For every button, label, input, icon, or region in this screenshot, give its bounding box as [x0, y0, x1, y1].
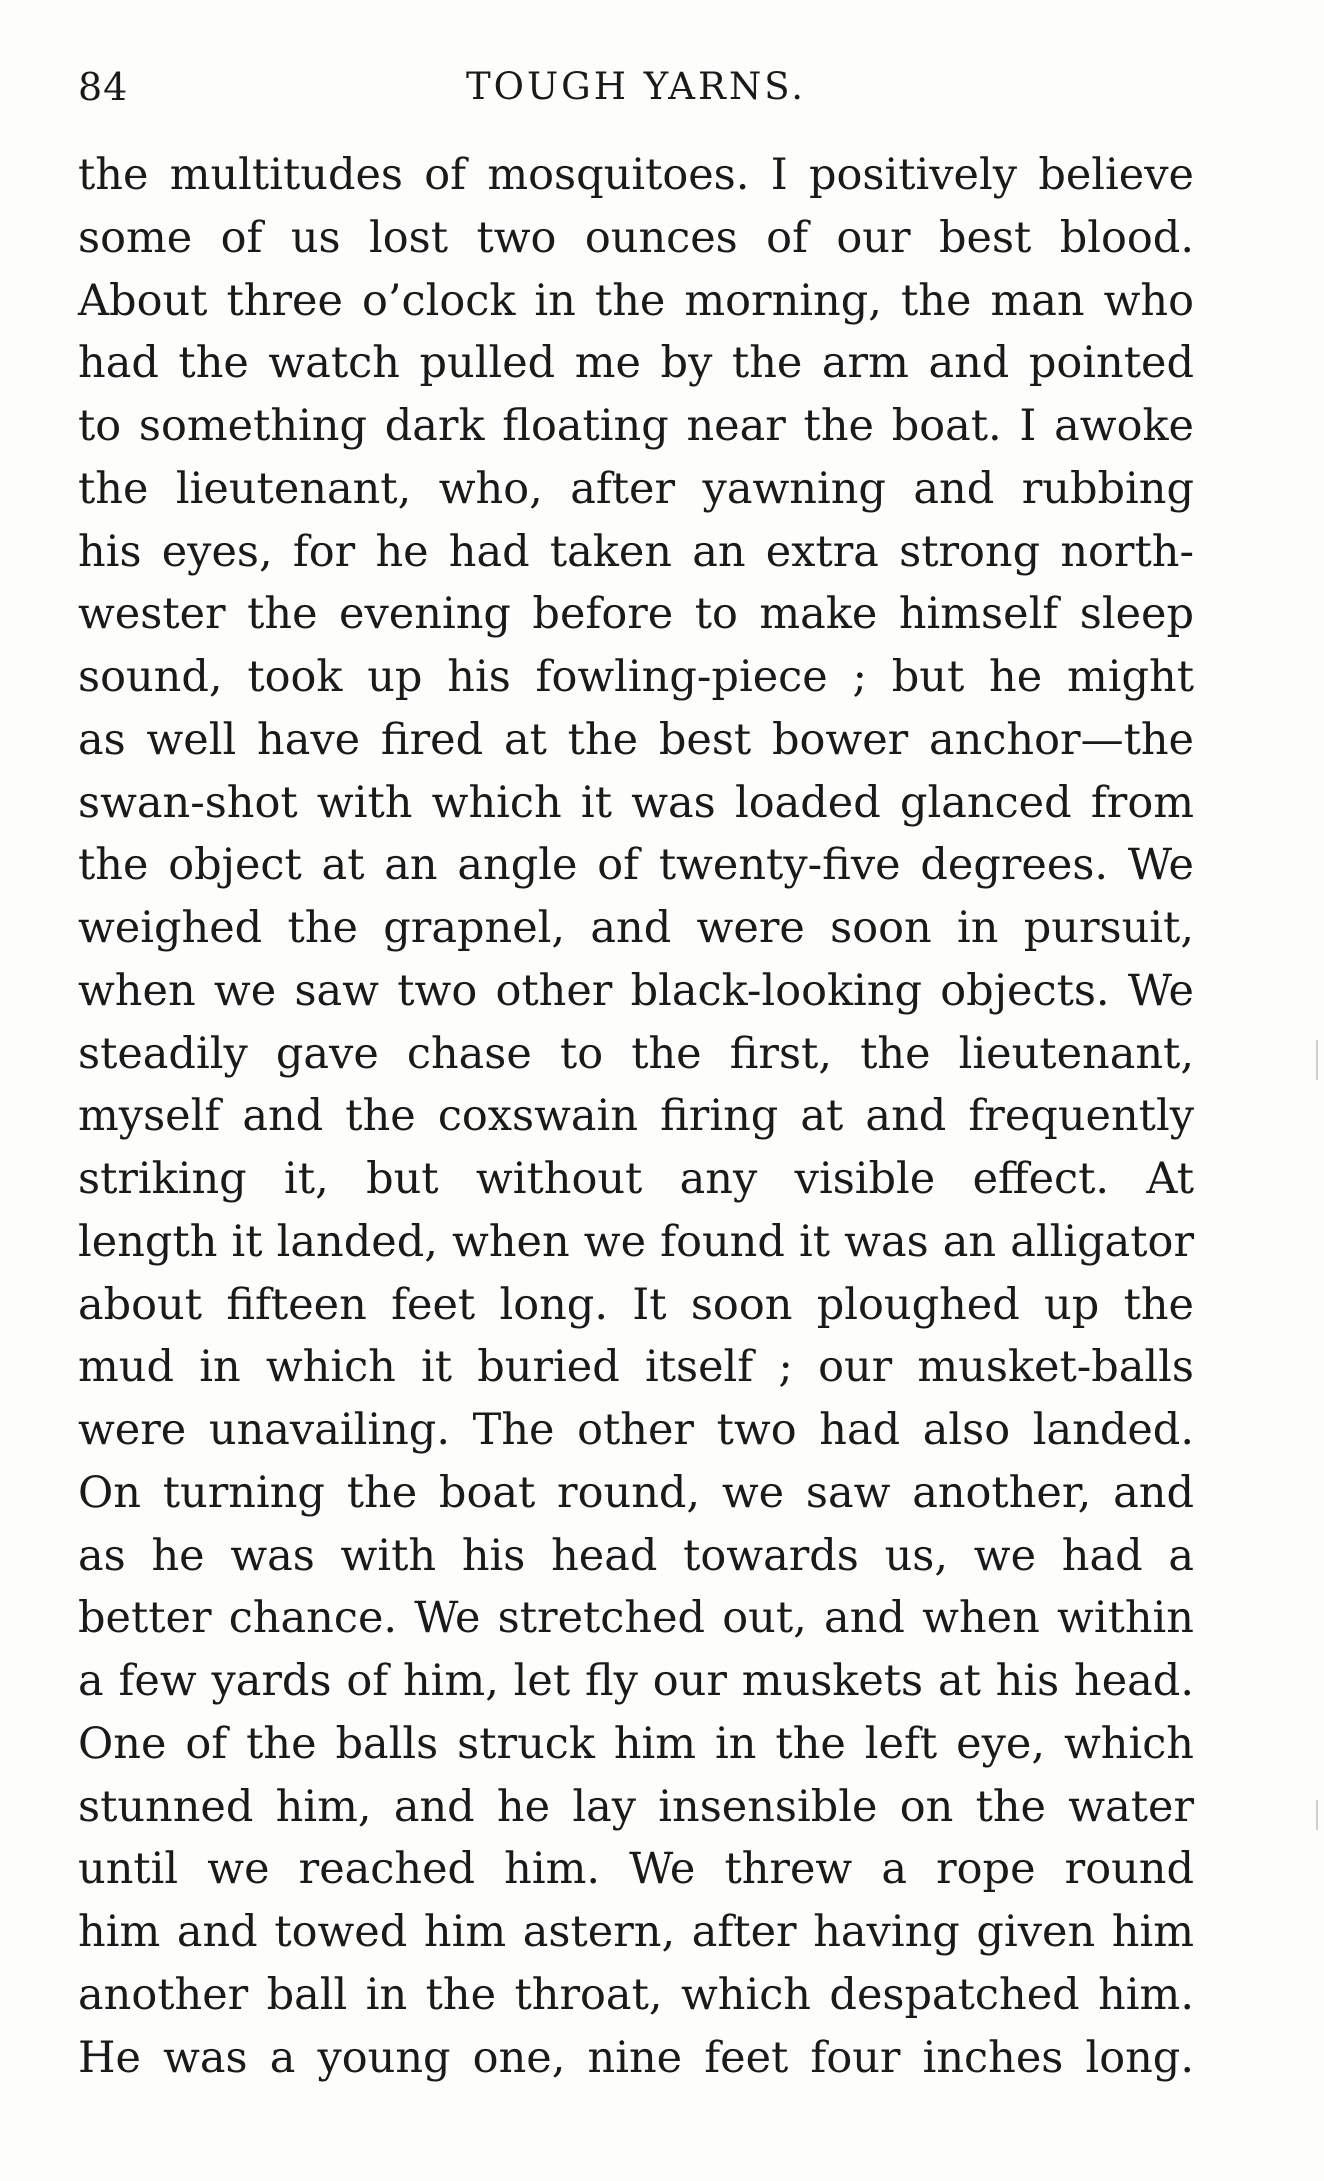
- page-edge-mark: [1316, 1040, 1318, 1080]
- text-line: He was a young one, nine feet four inches long.: [78, 2032, 1194, 2083]
- text-line: as well have fired at the best bower anchor—the: [78, 714, 1194, 765]
- text-line: until we reached him. We threw a rope round: [78, 1844, 1194, 1895]
- text-line: steadily gave chase to the first, the lieutenant,: [78, 1028, 1194, 1079]
- text-line: were unavailing. The other two had also landed.: [78, 1405, 1194, 1455]
- text-line: About three o’clock in the morning, the man who: [78, 275, 1194, 326]
- text-line: striking it, but without any visible effect. At: [78, 1154, 1194, 1204]
- text-line: a few yards of him, let fly our muskets at his head.: [78, 1656, 1194, 1706]
- text-line: mud in which it buried itself ; our musket-balls: [78, 1342, 1194, 1393]
- text-line: when we saw two other black-looking objects. We: [78, 965, 1194, 1016]
- text-line: to something dark floating near the boat. I awoke: [78, 401, 1194, 451]
- text-line: the multitudes of mosquitoes. I positively believe: [78, 150, 1194, 200]
- text-line: swan-shot with which it was loaded glanced from: [78, 777, 1194, 828]
- text-line: One of the balls struck him in the left eye, which: [78, 1718, 1194, 1769]
- text-line: wester the evening before to make himself sleep: [78, 589, 1194, 640]
- text-line: length it landed, when we found it was an alligator: [78, 1216, 1194, 1267]
- text-line: better chance. We stretched out, and when within: [78, 1593, 1194, 1644]
- text-line: about fifteen feet long. It soon ploughed up the: [78, 1279, 1194, 1330]
- page-number: 84: [78, 65, 129, 109]
- text-line: stunned him, and he lay insensible on the water: [78, 1781, 1194, 1832]
- page-edge-mark: [1316, 1800, 1318, 1830]
- text-line: sound, took up his fowling-piece ; but he might: [78, 652, 1194, 702]
- text-line: some of us lost two ounces of our best blood.: [78, 212, 1194, 263]
- body-text: [78, 144, 1194, 2089]
- text-line: the lieutenant, who, after yawning and rubbing: [78, 463, 1194, 514]
- text-line: as he was with his head towards us, we had a: [78, 1530, 1194, 1581]
- text-line: myself and the coxswain firing at and frequently: [78, 1091, 1194, 1142]
- text-line: him and towed him astern, after having given him: [78, 1907, 1194, 1957]
- text-line: had the watch pulled me by the arm and pointed: [78, 338, 1194, 389]
- text-line: weighed the grapnel, and were soon in pursuit,: [78, 903, 1194, 953]
- running-head: [78, 62, 1194, 112]
- text-line: On turning the boat round, we saw another, and: [78, 1467, 1194, 1518]
- text-line: his eyes, for he had taken an extra strong north-: [78, 526, 1194, 577]
- text-line: the object at an angle of twenty-five degrees. We: [78, 840, 1194, 891]
- text-line: another ball in the throat, which despatched him.: [78, 1969, 1194, 2020]
- running-title: TOUGH YARNS.: [465, 65, 807, 108]
